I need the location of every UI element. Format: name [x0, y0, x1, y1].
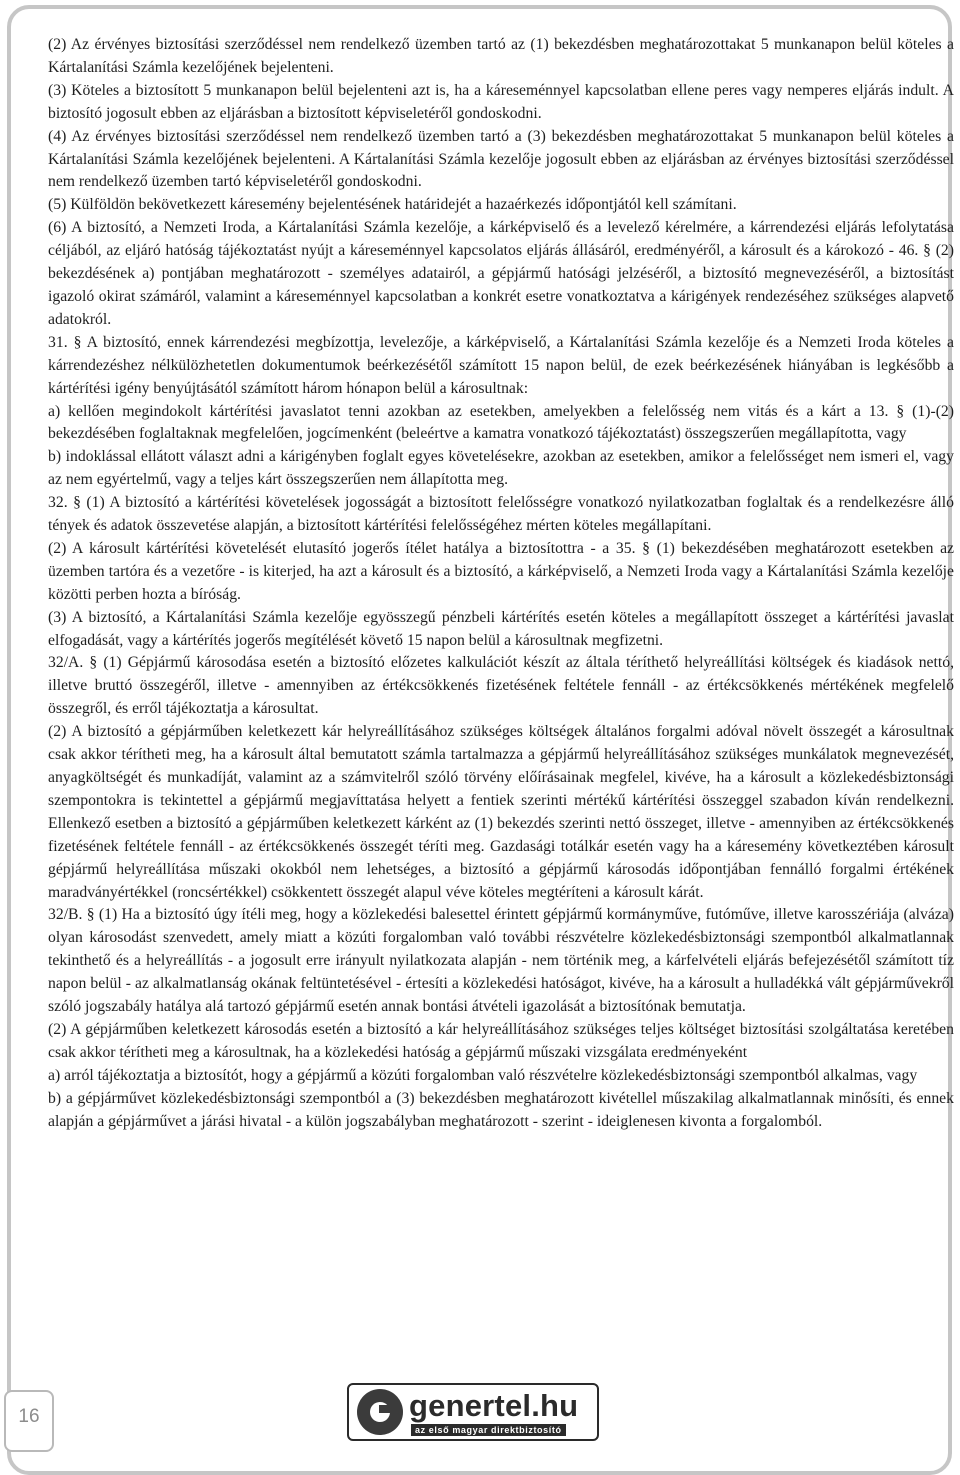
logo-tagline: az első magyar direktbiztosító [411, 1424, 566, 1436]
generali-logo [347, 1383, 599, 1441]
paragraph: (5) Külföldön bekövetkezett káresemény bejelentésének határidejét a hazaérkezés időpontjától kell számítani. [48, 196, 737, 214]
paragraph: (3) Köteles a biztosított 5 munkanapon belül bejelenteni azt is, ha a káreseménnyel kapcsolatban ellene peres vagy nemperes eljárás indult. A biztosító jogosult ebben az eljárásban a biztosított képviseletéről gondoskodni. [48, 81, 954, 122]
paragraph: 32. § (1) A biztosító a kártérítési követelések jogosságát a biztosított felelősségre vonatkozó nyilatkozatban foglaltak és a rendelkezésre álló tények és adatok összevetése alapján, a biztosított kártérítési felelősségéhez mérten köteles megállapítani. [48, 494, 954, 535]
document-body [48, 34, 954, 1134]
paragraph: (6) A biztosító, a Nemzeti Iroda, a Kártalanítási Számla kezelője, a kárképviselő és a levelező kérelmére, a kárrendezési eljárás lefolytatása céljából, az eljáró hatóság tájékoztatást nyújt a káreseménnyel kapcsolatos eljárás állásáról, eredményéről, a károsult és a károkozó - 46. § (2) bekezdésének a) pontjában meghatározott - személyes adatairól, a gépjármű hatósági jelzéséről, a biztosító megnevezéséről, a biztosítást igazoló okirat számáról, valamint a káreseménnyel kapcsolatban a konkrét esetre vonatkoztatva a kárigények rendezéséhez szükséges alapvető adatokról. [48, 219, 954, 328]
paragraph: a) kellően megindokolt kártérítési javaslatot tenni azokban az esetekben, amelyekben a felelősség nem vitás és a kárt a 13. § (1)-(2) bekezdésében foglaltaknak megfelelően, jogcímenként (beleértve a kamatra vonatkozó tájékoztatást) összegszerűen megállapította, vagy [48, 402, 954, 443]
paragraph: b) indoklással ellátott választ adni a kárigényben foglalt egyes követelésekre, azokban az esetekben, amikor a felelősséget nem ismeri el, vagy az nem egyértelmű, vagy a teljes kárt összegszerűen nem állapította meg. [48, 448, 954, 489]
paragraph: b) a gépjárművet közlekedésbiztonsági szempontból a (3) bekezdésben meghatározott kivétellel műszakilag alkalmatlannak minősíti, és ennek alapján a gépjárművet a járási hivatal - a külön jogszabályban meghatározott - szerint - ideiglenesen kivonta a forgalomból. [48, 1089, 954, 1130]
paragraph: 32/B. § (1) Ha a biztosító úgy ítéli meg, hogy a közlekedési balesettel érintett gépjármű kormányműve, futóműve, illetve karosszériája (alváza) olyan károsodást szenvedett, amely miatt a közúti forgalomban való további részvételre közlekedésbiztonsági szempontból alkalmatlannak tekinthető és a helyreállítás - a jogosult erre irányult nyilatkozata alapján - nem történik meg, a kárfelvételi eljárás befejezésétől számított tíz napon belül - az alkalmatlanság okának feltüntetésével - értesíti a közlekedési hatóságot, kivéve, ha a károsult a hulladékká vált gépjárművekről szóló jogszabály hatálya alá tartozó gépjármű esetén annak bontási átvételi igazolását a biztosítónak bemutatja. [48, 906, 954, 1016]
paragraph: (2) A gépjárműben keletkezett károsodás esetén a biztosító a kár helyreállításához szükséges teljes költséget biztosítási szolgáltatása keretében csak akkor térítheti meg a károsultnak, ha a közlekedési hatóság a gépjármű műszaki vizsgálata eredményeként [48, 1020, 954, 1061]
paragraph: 32/A. § (1) Gépjármű károsodása esetén a biztosító előzetes kalkulációt készít az általa téríthető helyreállítási költségek és kiadások nettó, illetve bruttó összegéről, illetve - amennyiben az értékcsökkenés fizetésének feltétele fennáll - az értékcsökkenés mértékének megfelelő összegről, és erről tájékoztatja a károsultat. [48, 654, 954, 718]
page-number-box [4, 1390, 54, 1452]
paragraph: (4) Az érvényes biztosítási szerződéssel nem rendelkező üzemben tartó a (3) bekezdésben meghatározottakat 5 munkanapon belül köteles a Kártalanítási Számla kezelőjének bejelenteni. A Kártalanítási Számla kezelője jogosult ebben az eljárásban az érvényes biztosítási szerződéssel nem rendelkező üzemben tartó képviseletéről gondoskodni. [48, 127, 954, 191]
paragraph: (2) A biztosító a gépjárműben keletkezett kár helyreállításához szükséges költségek általános forgalmi adóval növelt összegét a károsultnak csak akkor térítheti meg, ha a károsult által bemutatott számla tartalmazza a gépjármű helyreállításához szükséges munkálatok megnevezését, anyagköltségét és munkadíját, valamint az a számvitelről szóló törvény előírásainak megfelel, kivéve, ha a károsult a közlekedésbiztonsági szempontokra is tekintettel a gépjármű megjavíttatása helyett a fentiek szerinti mértékű kártérítési összeggel szabadon kíván rendelkezni. Ellenkező esetben a biztosító a gépjárműben keletkezett kárként az (1) bekezdés szerinti nettó összeget, illetve - amennyiben az értékcsökkenés fizetésének feltétele fennáll - az értékcsökkenés összegét téríti meg. Gazdasági totálkár esetén vagy ha a káresemény következtében károsult gépjármű helyreállítása műszaki okokból nem lehetséges, a biztosító a gépjármű károsodás időpontjában fennálló forgalmi értékének maradványértékkel (roncsértékkel) csökkentett összegét alapul véve köteles megtéríteni a károsult kárát. [48, 723, 954, 901]
paragraph: (2) A károsult kártérítési követelését elutasító jogerős ítélet hatálya a biztosítottra - a 35. § (1) bekezdésében meghatározott esetekben az üzemben tartóra és a vezetőre - is kiterjed, ha azt a károsult és a biztosító, a kárképviselő, a Nemzeti Iroda vagy a Kártalanítási Számla kezelője közötti perben hozta a bíróság. [48, 539, 954, 603]
logo-g-bar-icon [379, 1405, 399, 1413]
logo-name: genertel.hu [409, 1388, 579, 1423]
paragraph: (3) A biztosító, a Kártalanítási Számla kezelője egyösszegű pénzbeli kártérítés esetén köteles a megállapított összeget a kártérítési javaslat elfogadását, vagy a kártérítés jogerős megítélését követő 15 napon belül a károsultnak megfizetni. [48, 608, 954, 649]
page-number: 16 [18, 1406, 40, 1427]
paragraph: (2) Az érvényes biztosítási szerződéssel nem rendelkező üzemben tartó az (1) bekezdésben meghatározottakat 5 munkanapon belül köteles a Kártalanítási Számla kezelőjének bejelenteni. [48, 36, 954, 76]
paragraph: 31. § A biztosító, ennek kárrendezési megbízottja, levelezője, a kárképviselő, a Kártalanítási Számla kezelője és a Nemzeti Iroda köteles a kárrendezéshez nélkülözhetetlen dokumentumok beérkezésétől számított 15 napon belül, de ezek beérkezésének hiányában is legkésőbb a kártérítési igény benyújtásától számított három hónapon belül a károsultnak: [48, 333, 954, 397]
paragraph: a) arról tájékoztatja a biztosítót, hogy a gépjármű a közúti forgalomban való részvételre közlekedésbiztonsági szempontból alkalmas, vagy [48, 1066, 918, 1084]
